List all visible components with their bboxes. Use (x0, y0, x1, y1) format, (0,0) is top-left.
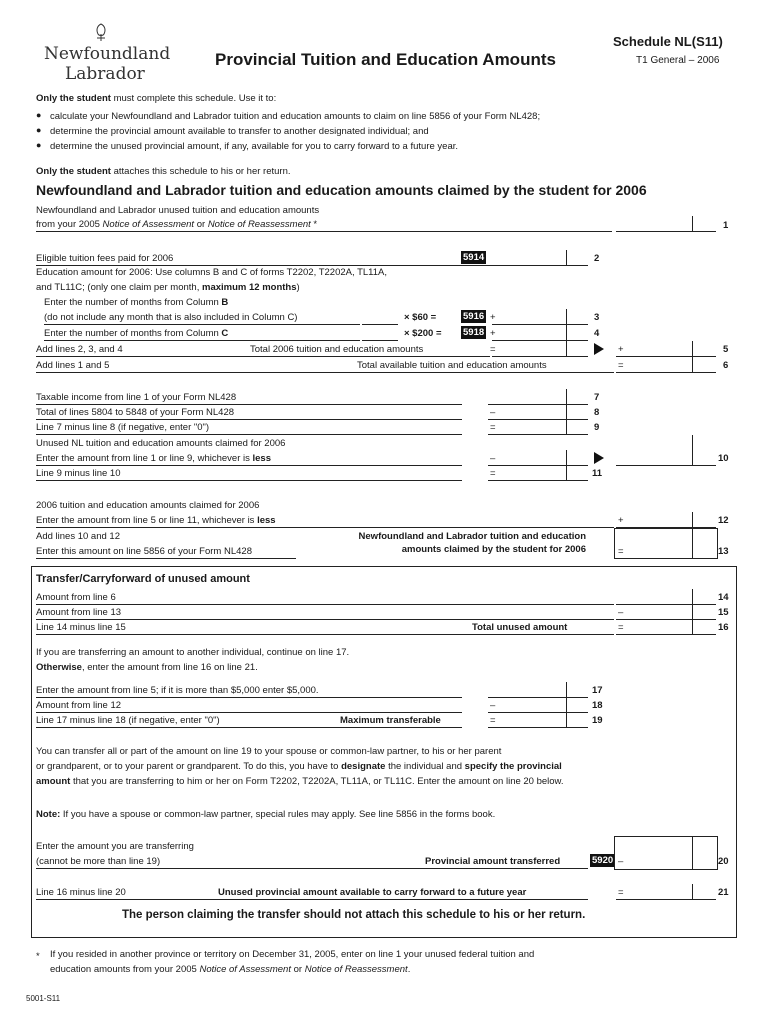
cents-divider (566, 389, 567, 404)
line3-label-a: Enter the number of months from Column B (44, 297, 229, 308)
line21-field[interactable] (616, 899, 716, 900)
line16-label: Line 14 minus line 15 (36, 622, 126, 633)
minus-sign: – (490, 700, 496, 711)
section1-heading: Newfoundland and Labrador tuition and education amounts claimed by the student for 2006 (36, 182, 647, 198)
rule (36, 527, 614, 528)
code-5920: 5920 (592, 855, 614, 866)
equals-sign: = (490, 422, 496, 433)
rule (36, 727, 462, 728)
spouse-note: Note: If you have a spouse or common-law partner, special rules may apply. See line 5856 in the forms book. (36, 809, 496, 820)
line3-multiplier: × $60 = (404, 312, 437, 323)
attach-note: Only the student attaches this schedule to his or her return. (36, 166, 291, 177)
line8-label: Total of lines 5804 to 5848 of your Form NL428 (36, 407, 235, 418)
rule (36, 434, 462, 435)
line6-field[interactable] (616, 372, 716, 373)
line17-label: Enter the amount from line 5; if it is more than $5,000 enter $5,000. (36, 685, 319, 696)
code-5914: 5914 (463, 252, 485, 263)
rule (36, 265, 492, 266)
logo (36, 22, 171, 84)
line4-multiplier: × $200 = (404, 328, 442, 339)
rule (44, 340, 360, 341)
intro-bullet-3: determine the unused provincial amount, if any, available for you to carry forward to a future year. (50, 141, 459, 152)
line-number: 4 (594, 328, 600, 339)
line19-field[interactable] (488, 727, 588, 728)
bullet-dot: ● (36, 125, 42, 135)
carry-arrow-icon (594, 452, 604, 464)
line5-label: Add lines 2, 3, and 4 (36, 344, 123, 355)
cents-divider (692, 435, 693, 465)
cents-divider (692, 884, 693, 899)
line3-label-b: (do not include any month that is also included in Column C) (44, 312, 298, 323)
line20-label-b: (cannot be more than line 19) (36, 856, 161, 867)
line-number: 1 (723, 220, 729, 231)
line14-label: Amount from line 6 (36, 592, 116, 603)
rule (36, 619, 614, 620)
line6-total-label: Total available tuition and education amounts (357, 360, 547, 371)
rule (36, 868, 588, 869)
rule (44, 324, 360, 325)
line9-field[interactable] (488, 434, 588, 435)
line8-field[interactable] (488, 419, 588, 420)
line3-months-field[interactable] (362, 324, 398, 325)
plus-sign: + (618, 344, 624, 355)
line-number: 15 (718, 607, 729, 618)
intro-bullet-2: determine the provincial amount available to transfer to another designated individual; and (50, 126, 429, 137)
cents-divider (692, 604, 693, 619)
line1-field[interactable] (616, 231, 716, 232)
line13-total-label-b: amounts claimed by the student for 2006 (401, 544, 586, 555)
cents-divider (566, 682, 567, 697)
rule (36, 419, 462, 420)
cents-divider (566, 450, 567, 465)
cents-divider (566, 465, 567, 480)
line4-months-field[interactable] (362, 340, 398, 341)
line7-label: Taxable income from line 1 of your Form NL428 (36, 392, 237, 403)
line-number: 5 (723, 344, 729, 355)
line5-subtotal-field[interactable] (492, 356, 588, 357)
rule (36, 404, 462, 405)
footnote-star: * (36, 951, 40, 962)
rule (36, 604, 614, 605)
line-number: 6 (723, 360, 729, 371)
line-number: 14 (718, 592, 729, 603)
code-5916: 5916 (463, 311, 485, 322)
line4-label: Enter the number of months from Column C (44, 328, 229, 339)
footnote-a: If you resided in another province or territory on December 31, 2005, enter on line 1 your unused federal tuition and (50, 949, 535, 960)
minus-sign: – (618, 856, 624, 867)
intro-lead: Only the student must complete this schedule. Use it to: (36, 93, 277, 104)
cents-divider (692, 589, 693, 604)
line-number: 19 (592, 715, 603, 726)
rule (36, 465, 462, 466)
equals-sign: = (490, 344, 496, 355)
line-number: 7 (594, 392, 600, 403)
line15-field[interactable] (616, 619, 716, 620)
line5-field[interactable] (616, 356, 716, 357)
line15-label: Amount from line 13 (36, 607, 122, 618)
logo-line-2: Labrador (65, 64, 145, 84)
cents-divider (566, 419, 567, 434)
line-number: 18 (592, 700, 603, 711)
equals-sign: = (490, 715, 496, 726)
equals-sign: = (618, 887, 624, 898)
line10-field[interactable] (616, 465, 716, 466)
minus-sign: – (618, 607, 624, 618)
line14-field[interactable] (616, 604, 716, 605)
education-text-a: Education amount for 2006: Use columns B and C of forms T2202, T2202A, TL11A, (36, 267, 387, 278)
line-number: 20 (718, 856, 729, 867)
line16-field[interactable] (616, 634, 716, 635)
line16-total-label: Total unused amount (472, 622, 568, 633)
transfer-note-a: If you are transferring an amount to another individual, continue on line 17. (36, 647, 350, 658)
line13-field[interactable] (614, 528, 718, 559)
line18-field[interactable] (488, 712, 588, 713)
line-number: 11 (592, 468, 603, 479)
line5-total-label: Total 2006 tuition and education amounts (250, 344, 424, 355)
cents-divider (692, 528, 693, 558)
transfer-para-a: You can transfer all or part of the amount on line 19 to your spouse or common-law partner, to his or her parent (36, 746, 502, 757)
equals-sign: = (490, 468, 496, 479)
line13-label-b: Enter this amount on line 5856 of your Form NL428 (36, 546, 252, 557)
line-number: 13 (718, 546, 729, 557)
form-id: 5001-S11 (26, 994, 61, 1003)
line11-label: Line 9 minus line 10 (36, 468, 121, 479)
cents-divider (566, 712, 567, 727)
line-number: 9 (594, 422, 600, 433)
line11-field[interactable] (488, 480, 588, 481)
line-number: 17 (592, 685, 603, 696)
line-number: 12 (718, 515, 729, 526)
education-text-b: and TL11C; (only one claim per month, maximum 12 months) (36, 282, 300, 293)
cents-divider (692, 357, 693, 372)
line4-field[interactable] (492, 340, 588, 341)
line12-label-a: 2006 tuition and education amounts claimed for 2006 (36, 500, 260, 511)
line17-field[interactable] (488, 697, 588, 698)
transfer-para-c: amount that you are transferring to him or her on Form T2202, T2202A, TL11A, or TL11C. Enter the amount on line 20 below. (36, 776, 564, 787)
cents-divider (566, 341, 567, 356)
cents-divider (692, 341, 693, 356)
schedule-label: Schedule NL(S11) (613, 34, 723, 49)
cents-divider (692, 512, 693, 527)
cents-divider (692, 836, 693, 869)
rule (36, 372, 614, 373)
line20-total-label: Provincial amount transferred (425, 856, 561, 867)
transfer-note-b: Otherwise, enter the amount from line 16 on line 21. (36, 662, 258, 673)
rule (36, 899, 588, 900)
line21-label: Line 16 minus line 20 (36, 887, 126, 898)
rule (36, 480, 462, 481)
cents-divider (566, 309, 567, 324)
line10-label-a: Unused NL tuition and education amounts claimed for 2006 (36, 438, 286, 449)
line10-label-b: Enter the amount from line 1 or line 9, whichever is less (36, 453, 271, 464)
line18-label: Amount from line 12 (36, 700, 122, 711)
rule (36, 356, 490, 357)
bullet-dot: ● (36, 110, 42, 120)
plus-sign: + (490, 312, 496, 323)
line13-label-a: Add lines 10 and 12 (36, 531, 120, 542)
intro-bullet-1: calculate your Newfoundland and Labrador tuition and education amounts to claim on line 5856 of your Form NL428; (50, 111, 541, 122)
equals-sign: = (618, 360, 624, 371)
line-number: 16 (718, 622, 729, 633)
line10-subtotal-field[interactable] (488, 465, 588, 466)
rule (36, 231, 612, 232)
cents-divider (566, 697, 567, 712)
line20-field[interactable] (614, 836, 718, 870)
line-number: 10 (718, 453, 729, 464)
line-number: 2 (594, 253, 600, 264)
line-number: 3 (594, 312, 600, 323)
line2-field[interactable] (492, 265, 588, 266)
section2-heading: Transfer/Carryforward of unused amount (36, 573, 250, 585)
cents-divider (566, 250, 567, 265)
line3-field[interactable] (492, 324, 588, 325)
line19-total-label: Maximum transferable (340, 715, 441, 726)
line-number: 8 (594, 407, 600, 418)
line20-label-a: Enter the amount you are transferring (36, 841, 194, 852)
line13-total-label-a: Newfoundland and Labrador tuition and education (358, 531, 586, 542)
transfer-para-b: or grandparent, or to your parent or grandparent. To do this, you have to designate the individual and specify the provincial (36, 761, 562, 772)
closing-statement: The person claiming the transfer should not attach this schedule to his or her return. (122, 909, 586, 921)
line1-label-b: from your 2005 Notice of Assessment or Notice of Reassessment * (36, 219, 318, 230)
pitcher-plant-logo-icon (91, 22, 111, 42)
equals-sign: = (618, 546, 624, 557)
cents-divider (566, 404, 567, 419)
minus-sign: – (490, 453, 496, 464)
line6-label: Add lines 1 and 5 (36, 360, 110, 371)
line-number: 21 (718, 887, 729, 898)
rule (36, 697, 462, 698)
rule (36, 634, 614, 635)
bullet-dot: ● (36, 140, 42, 150)
cents-divider (692, 619, 693, 634)
equals-sign: = (618, 622, 624, 633)
rule (36, 558, 296, 559)
cents-divider (692, 216, 693, 231)
line7-field[interactable] (488, 404, 588, 405)
plus-sign: + (618, 515, 624, 526)
tax-year: T1 General – 2006 (636, 55, 720, 66)
plus-sign: + (490, 328, 496, 339)
line12-label-b: Enter the amount from line 5 or line 11, whichever is less (36, 515, 276, 526)
footnote-b: education amounts from your 2005 Notice of Assessment or Notice of Reassessment. (50, 964, 411, 975)
logo-line-1: Newfoundland (44, 44, 171, 64)
rule (36, 712, 462, 713)
code-5918: 5918 (463, 327, 485, 338)
line19-label: Line 17 minus line 18 (if negative, enter "0") (36, 715, 220, 726)
line21-total-label: Unused provincial amount available to carry forward to a future year (218, 887, 527, 898)
page-title: Provincial Tuition and Education Amounts (215, 50, 556, 69)
line9-label: Line 7 minus line 8 (if negative, enter "0") (36, 422, 210, 433)
line2-label: Eligible tuition fees paid for 2006 (36, 253, 174, 264)
line1-label-a: Newfoundland and Labrador unused tuition and education amounts (36, 205, 320, 216)
cents-divider (566, 325, 567, 340)
minus-sign: – (490, 407, 496, 418)
carry-arrow-icon (594, 343, 604, 355)
